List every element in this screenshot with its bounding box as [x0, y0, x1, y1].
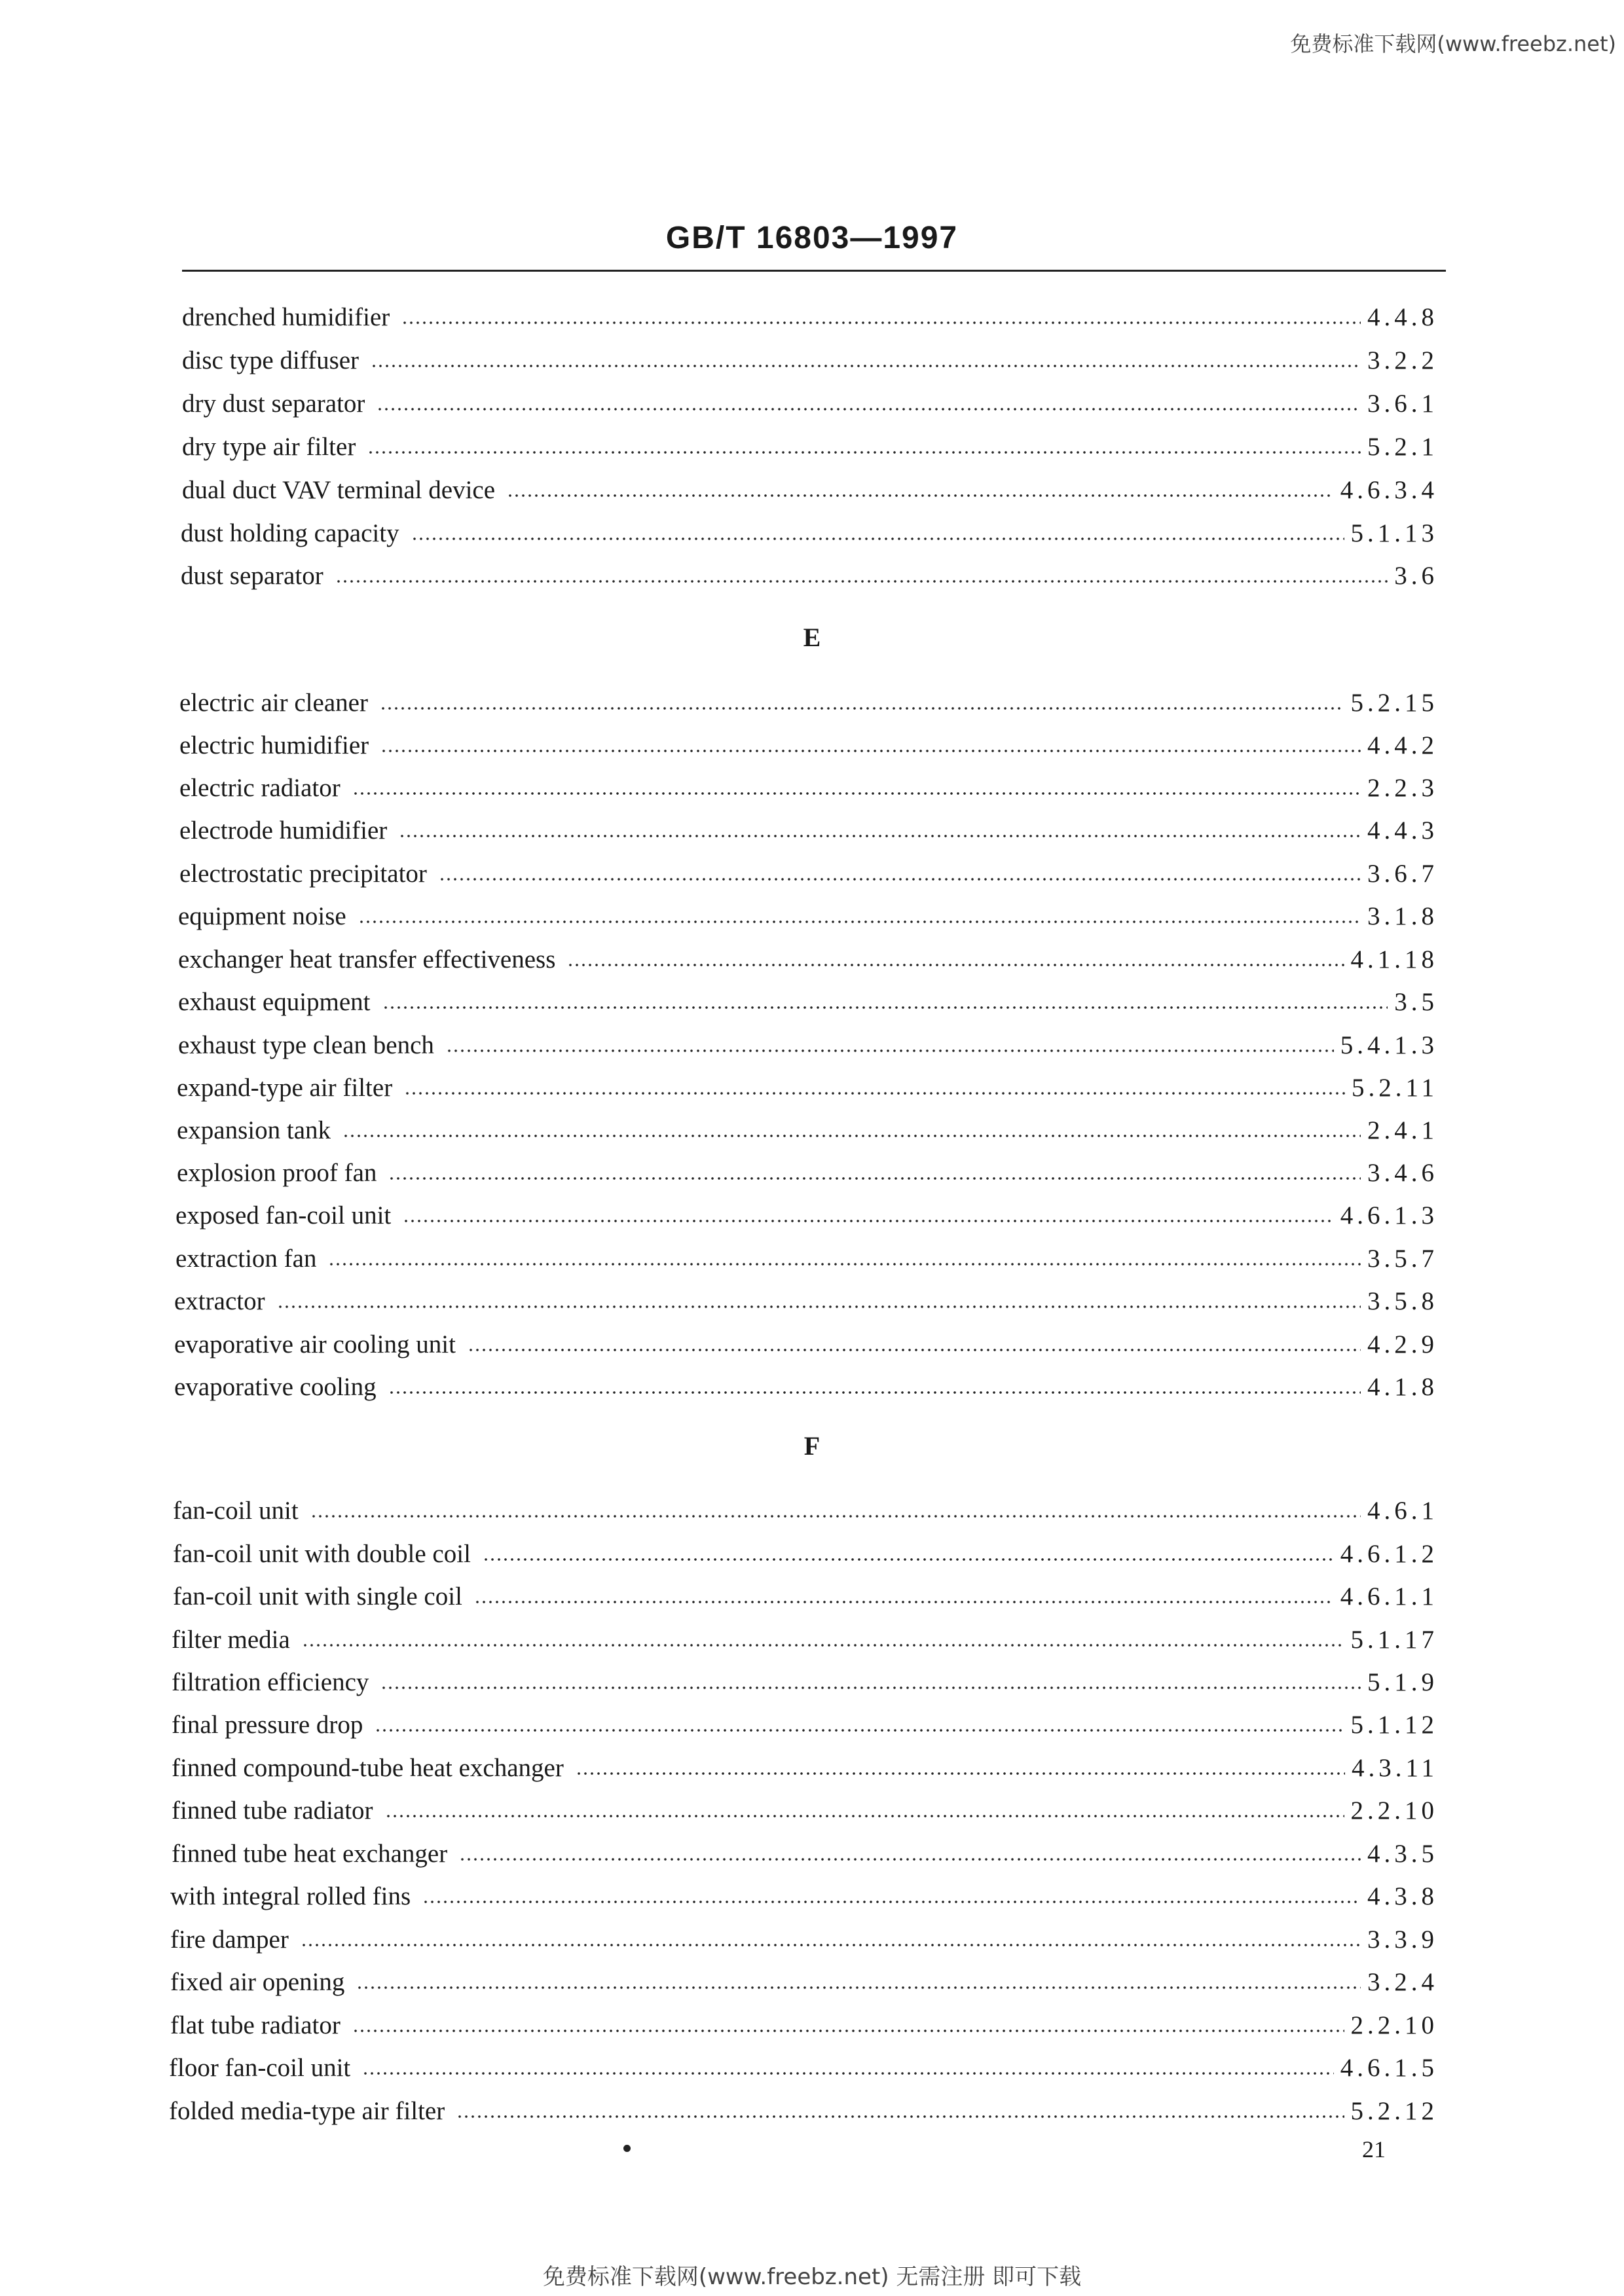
page-dot	[623, 2145, 631, 2152]
index-entry	[179, 721, 1438, 758]
index-entry	[178, 936, 1438, 972]
standard-header: GB/T 16803—1997	[665, 221, 959, 255]
index-entry	[170, 1958, 1438, 1995]
dot-leader	[459, 1858, 1361, 1861]
dot-leader	[385, 1815, 1344, 1817]
index-entry	[181, 552, 1438, 589]
entry-term: filter media	[172, 1626, 290, 1654]
index-entry	[173, 1530, 1438, 1567]
dot-leader	[422, 1901, 1361, 1903]
entry-section-ref: 4.6.1.5	[1340, 2054, 1438, 2082]
dot-leader	[388, 1177, 1361, 1180]
dot-leader	[310, 1515, 1361, 1518]
index-entry	[182, 380, 1438, 416]
entry-section-ref: 3.6	[1394, 562, 1438, 590]
entry-term: evaporative cooling	[174, 1373, 377, 1401]
watermark-top: 免费标准下载网(www.freebz.net)	[1290, 31, 1616, 56]
dot-leader	[380, 707, 1344, 710]
dot-leader	[474, 1601, 1334, 1603]
dot-leader	[342, 1135, 1361, 1137]
dot-leader	[352, 792, 1361, 795]
index-entry	[178, 978, 1438, 1015]
entry-section-ref: 4.1.8	[1367, 1373, 1438, 1401]
entry-term: explosion proof fan	[177, 1159, 377, 1187]
entry-section-ref: 3.6.7	[1367, 860, 1438, 888]
entry-section-ref: 2.4.1	[1367, 1116, 1438, 1144]
index-entry	[178, 1021, 1438, 1058]
entry-section-ref: 4.3.5	[1367, 1840, 1438, 1868]
entry-term: fixed air opening	[170, 1968, 345, 1996]
entry-term: filtration efficiency	[172, 1668, 369, 1696]
index-entry	[174, 1321, 1438, 1357]
index-entry	[172, 1616, 1438, 1652]
entry-section-ref: 4.1.18	[1350, 945, 1438, 974]
index-entry	[178, 892, 1438, 929]
entry-term: finned compound-tube heat exchanger	[172, 1754, 564, 1782]
index-entry	[175, 1235, 1438, 1271]
dot-leader	[401, 321, 1361, 324]
entry-section-ref: 4.6.3.4	[1340, 476, 1438, 504]
dot-leader	[358, 920, 1361, 923]
dot-leader	[301, 1944, 1361, 1946]
dot-leader	[367, 451, 1361, 454]
entry-section-ref: 3.5.8	[1367, 1287, 1438, 1315]
entry-term: with integral rolled fins	[170, 1882, 411, 1910]
entry-term: fan-coil unit with double coil	[173, 1540, 471, 1568]
entry-section-ref: 3.5.7	[1367, 1245, 1438, 1273]
index-entry	[172, 1830, 1438, 1867]
dot-leader	[328, 1263, 1361, 1266]
entry-term: exhaust equipment	[178, 988, 371, 1016]
entry-term: flat tube radiator	[170, 2011, 341, 2039]
index-entry	[182, 466, 1438, 503]
entry-term: exchanger heat transfer effectiveness	[178, 945, 556, 974]
index-entry	[170, 1872, 1438, 1909]
dot-leader	[377, 408, 1361, 410]
entry-section-ref: 4.4.3	[1367, 816, 1438, 845]
entry-term: fire damper	[170, 1925, 289, 1954]
index-entry	[173, 1573, 1438, 1609]
dot-leader	[483, 1558, 1334, 1561]
index-entry	[179, 807, 1438, 843]
entry-term: fan-coil unit with single coil	[173, 1582, 462, 1611]
dot-leader	[507, 494, 1334, 497]
index-entry	[172, 1787, 1438, 1823]
entry-term: dual duct VAV terminal device	[182, 476, 496, 504]
entry-term: extraction fan	[175, 1245, 317, 1273]
index-entry	[177, 1106, 1438, 1143]
entry-term: dust separator	[181, 562, 323, 590]
dot-leader	[371, 365, 1361, 367]
entry-section-ref: 3.2.4	[1367, 1968, 1438, 1996]
dot-leader	[576, 1772, 1345, 1775]
entry-term: drenched humidifier	[182, 303, 390, 331]
entry-section-ref: 4.3.11	[1351, 1754, 1438, 1782]
entry-section-ref: 4.6.1.2	[1340, 1540, 1438, 1568]
index-entry	[181, 509, 1438, 546]
index-entry	[172, 1658, 1438, 1695]
entry-term: electric humidifier	[179, 731, 369, 759]
index-entry	[182, 423, 1438, 460]
dot-leader	[356, 1986, 1361, 1989]
index-entry	[169, 2044, 1438, 2081]
entry-term: evaporative air cooling unit	[174, 1330, 456, 1358]
entry-section-ref: 5.1.12	[1350, 1711, 1438, 1739]
entry-term: electric radiator	[179, 774, 341, 802]
dot-leader	[399, 835, 1361, 837]
entry-section-ref: 5.4.1.3	[1340, 1031, 1438, 1059]
section-letter-f: F	[803, 1431, 821, 1461]
entry-term: exhaust type clean bench	[178, 1031, 434, 1059]
index-entry	[182, 293, 1438, 330]
entry-term: electric air cleaner	[179, 689, 368, 717]
dot-leader	[439, 878, 1361, 881]
entry-section-ref: 4.4.8	[1367, 303, 1438, 331]
index-entry	[177, 1149, 1438, 1186]
entry-section-ref: 3.1.8	[1367, 902, 1438, 930]
dot-leader	[403, 1220, 1334, 1222]
dot-leader	[388, 1391, 1361, 1394]
entry-section-ref: 3.6.1	[1367, 390, 1438, 418]
entry-term: dust holding capacity	[181, 519, 399, 547]
entry-term: disc type diffuser	[182, 346, 360, 374]
entry-term: floor fan-coil unit	[169, 2054, 351, 2082]
dot-leader	[411, 538, 1344, 540]
entry-section-ref: 2.2.3	[1367, 774, 1438, 802]
dot-leader	[382, 1006, 1388, 1009]
entry-term: exposed fan-coil unit	[175, 1201, 392, 1230]
index-entry	[172, 1744, 1438, 1781]
dot-leader	[375, 1729, 1344, 1732]
entry-term: final pressure drop	[172, 1711, 363, 1739]
entry-section-ref: 4.2.9	[1367, 1330, 1438, 1358]
entry-section-ref: 4.6.1.3	[1340, 1201, 1438, 1230]
dot-leader	[362, 2072, 1334, 2075]
entry-section-ref: 5.1.13	[1350, 519, 1438, 547]
dot-leader	[456, 2115, 1344, 2118]
index-entry	[177, 1064, 1438, 1101]
entry-term: equipment noise	[178, 902, 346, 930]
entry-term: dry type air filter	[182, 433, 356, 461]
entry-term: dry dust separator	[182, 390, 365, 418]
index-entry	[179, 764, 1438, 801]
entry-term: extractor	[174, 1287, 265, 1315]
index-entry	[169, 2087, 1438, 2124]
entry-section-ref: 4.4.2	[1367, 731, 1438, 759]
index-entry	[173, 1487, 1438, 1523]
section-letter-e: E	[803, 623, 821, 652]
entry-section-ref: 3.2.2	[1367, 346, 1438, 374]
entry-section-ref: 3.4.6	[1367, 1159, 1438, 1187]
index-entry	[174, 1363, 1438, 1400]
entry-term: folded media-type air filter	[169, 2097, 445, 2125]
entry-section-ref: 4.3.8	[1367, 1882, 1438, 1910]
index-entry	[174, 1277, 1438, 1314]
index-entry	[179, 679, 1438, 716]
index-entry	[182, 337, 1438, 373]
entry-section-ref: 4.6.1.1	[1340, 1582, 1438, 1611]
dot-leader	[446, 1049, 1334, 1052]
index-entry	[179, 850, 1438, 886]
entry-section-ref: 5.2.15	[1350, 689, 1438, 717]
entry-term: fan-coil unit	[173, 1497, 299, 1525]
entry-section-ref: 5.1.9	[1367, 1668, 1438, 1696]
dot-leader	[567, 964, 1344, 966]
entry-term: expansion tank	[177, 1116, 331, 1144]
dot-leader	[380, 1686, 1361, 1689]
entry-term: electrode humidifier	[179, 816, 388, 845]
entry-section-ref: 5.2.11	[1351, 1074, 1438, 1102]
index-entry	[170, 2001, 1438, 2038]
dot-leader	[277, 1305, 1361, 1308]
entry-term: finned tube radiator	[172, 1796, 373, 1825]
entry-section-ref: 2.2.10	[1350, 1796, 1438, 1825]
dot-leader	[404, 1092, 1345, 1095]
page-number: 21	[1362, 2136, 1386, 2162]
entry-term: expand-type air filter	[177, 1074, 393, 1102]
dot-leader	[302, 1644, 1344, 1647]
dot-leader	[352, 2030, 1344, 2032]
dot-leader	[380, 750, 1361, 752]
watermark-bottom: 免费标准下载网(www.freebz.net) 无需注册 即可下载	[542, 2264, 1082, 2290]
dot-leader	[335, 580, 1388, 583]
entry-term: electrostatic precipitator	[179, 860, 427, 888]
entry-section-ref: 3.3.9	[1367, 1925, 1438, 1954]
entry-section-ref: 5.1.17	[1350, 1626, 1438, 1654]
entry-section-ref: 3.5	[1394, 988, 1438, 1016]
entry-section-ref: 5.2.1	[1367, 433, 1438, 461]
index-entry	[170, 1916, 1438, 1952]
dot-leader	[468, 1349, 1361, 1351]
entry-section-ref: 2.2.10	[1350, 2011, 1438, 2039]
entry-term: finned tube heat exchanger	[172, 1840, 448, 1868]
entry-section-ref: 4.6.1	[1367, 1497, 1438, 1525]
index-entry	[172, 1701, 1438, 1738]
entry-section-ref: 5.2.12	[1350, 2097, 1438, 2125]
index-entry	[175, 1192, 1438, 1228]
